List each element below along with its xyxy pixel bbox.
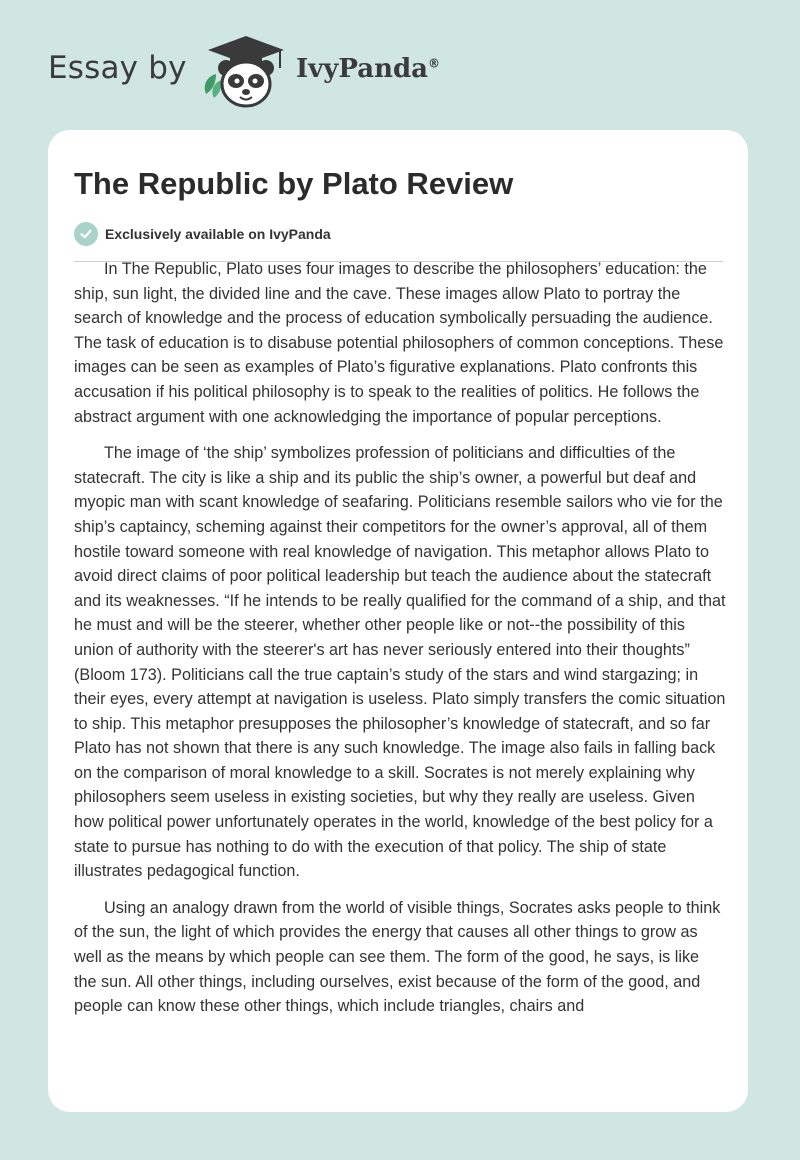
essay-body [74, 257, 726, 1031]
paragraph: In The Republic, Plato uses four images to describe the philosophers’ education: the ship, sun light, the divided line and the cave. These images allow Plato to portray the search of knowledge and the process of education symbolically persuading the audience. The task of education is to disabuse potential philosophers of common conceptions. These images can be seen as examples of Plato’s figurative explanations. Plato confronts this accusation if his political philosophy is to speak to the realities of politics. He follows the abstract argument with one acknowledging the importance of popular perceptions. [74, 260, 724, 426]
brand-name-text: IvyPanda [296, 54, 429, 84]
paragraph: Using an analogy drawn from the world of visible things, Socrates asks people to think of the sun, the light of which provides the energy that causes all other things to grow as well as the means by which people can see them. The form of the good, he says, is like the sun. All other things, including ourselves, exist because of the form of the good, and people can know these other things, which include triangles, chairs and [74, 898, 721, 1016]
panda-graduation-cap-icon[interactable] [200, 34, 292, 110]
exclusive-badge [74, 222, 331, 246]
page-title: The Republic by Plato Review [74, 166, 514, 201]
paragraph: The image of ‘the ship’ symbolizes profession of politicians and difficulties of the statecraft. The city is like a ship and its public the ship’s owner, a powerful but deaf and myopic man with scant knowledge of seafaring. Politicians resemble sailors who vie for the ship’s captaincy, scheming against their competitors for the owner’s approval, all of them hostile toward someone with real knowledge of navigation. This metaphor allows Plato to avoid direct claims of poor political leadership but teach the audience about the statecraft and its weaknesses. “If he intends to be really qualified for the command of a ship, and that he must and will be the steerer, whether other people like or not--the possibility of this union of authority with the steerer's art has never seriously entered into their thoughts” (Bloom 173). Politicians call the true captain’s study of the stars and wind stargazing; in their eyes, every attempt at navigation is useless. Plato simply transfers the comic situation to ship. This metaphor presupposes the philosopher’s knowledge of statecraft, and so far Plato has not shown that there is any such knowledge. The image also fails in falling back on the comparison of moral knowledge to a skill. Socrates is not merely explaining why philosophers seem useless in existing societies, but why they really are useless. Given how political power unfortunately operates in the world, knowledge of the best policy for a state to pursue has nothing to do with the execution of that policy. The ship of state illustrates pedagogical function. [74, 444, 726, 881]
registered-mark: ® [428, 56, 441, 71]
site-header [0, 0, 800, 130]
brand-prefix: Essay by [48, 50, 187, 86]
check-icon [74, 222, 98, 246]
essay-card [48, 130, 748, 1112]
badge-text: Exclusively available on IvyPanda [105, 226, 331, 242]
brand-name[interactable] [296, 54, 440, 84]
